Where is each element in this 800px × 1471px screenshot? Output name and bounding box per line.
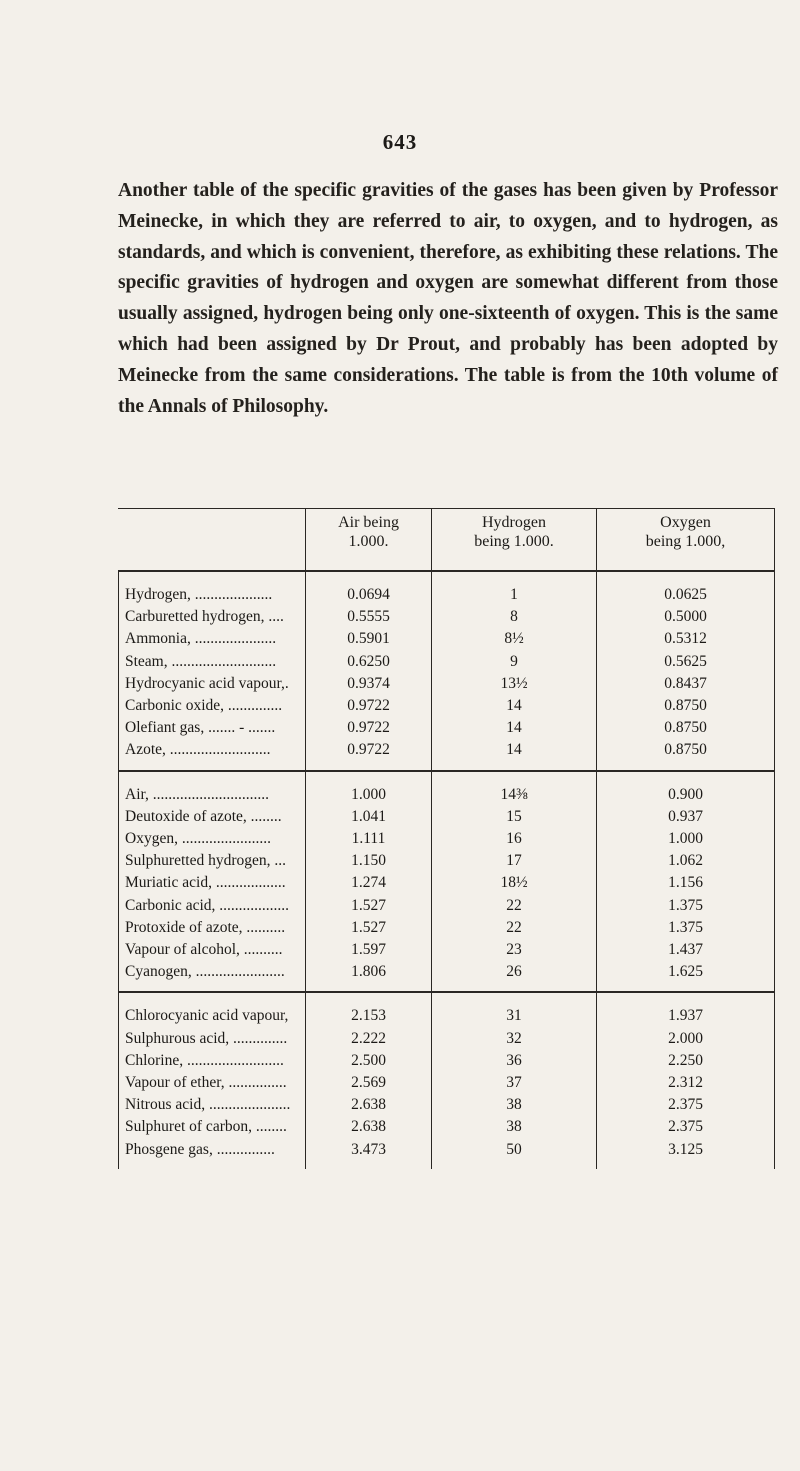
hydrogen-value: 1 (510, 586, 518, 603)
hydrogen-value: 22 (506, 918, 522, 936)
gas-name: Ammonia, ..................... (125, 630, 277, 648)
hydrogen-value: 26 (506, 963, 522, 981)
gas-name: Chlorine, ......................... (125, 1051, 284, 1069)
header-oxygen-line2: being 1.000, (645, 533, 726, 550)
hydrogen-value: 14 (506, 719, 522, 737)
oxygen-value: 1.375 (668, 896, 703, 914)
air-column (305, 991, 431, 1168)
oxygen-value: 0.8750 (664, 719, 707, 737)
oxygen-column (596, 570, 775, 770)
table-group (118, 991, 775, 1168)
gas-name-column (118, 570, 305, 770)
hydrogen-value: 13½ (500, 674, 528, 692)
air-value: 0.9722 (347, 697, 390, 715)
air-value: 2.638 (351, 1096, 386, 1114)
air-column (305, 770, 431, 992)
gas-name: Vapour of ether, ............... (125, 1074, 287, 1092)
gas-name: Muriatic acid, .................. (125, 874, 286, 892)
air-value: 0.0694 (347, 586, 390, 603)
oxygen-value: 1.375 (668, 918, 703, 936)
hydrogen-value: 15 (506, 807, 522, 825)
gas-name: Hydrocyanic acid vapour,. (125, 674, 289, 692)
header-hydrogen (431, 508, 596, 570)
oxygen-value: 2.000 (668, 1029, 703, 1047)
gas-name: Carbonic oxide, .............. (125, 697, 283, 715)
air-value: 1.597 (351, 941, 386, 959)
gas-name: Azote, .......................... (125, 741, 271, 759)
hydrogen-value: 23 (506, 941, 522, 959)
header-air-line1: Air being (338, 514, 399, 531)
oxygen-value: 1.156 (668, 874, 703, 892)
header-hydrogen-line1: Hydrogen (482, 514, 546, 531)
hydrogen-column (431, 570, 596, 770)
table-group (118, 770, 775, 992)
page-number: 643 (382, 130, 418, 154)
hydrogen-value: 8 (510, 608, 518, 626)
hydrogen-value: 8½ (504, 630, 524, 648)
air-value: 0.5901 (347, 630, 390, 648)
oxygen-value: 0.8750 (664, 741, 707, 759)
air-value: 1.527 (351, 918, 386, 936)
oxygen-value: 1.000 (668, 830, 703, 848)
gas-name: Nitrous acid, ..................... (125, 1096, 291, 1114)
air-value: 1.111 (351, 830, 386, 848)
oxygen-value: 0.8750 (664, 697, 707, 715)
gas-name: Phosgene gas, ............... (125, 1140, 275, 1158)
hydrogen-column (431, 991, 596, 1168)
air-value: 2.153 (351, 1007, 386, 1025)
air-value: 1.806 (351, 963, 386, 981)
oxygen-value: 3.125 (668, 1140, 703, 1158)
hydrogen-value: 36 (506, 1051, 522, 1069)
gas-name: Steam, ........................... (125, 652, 277, 670)
oxygen-value: 0.8437 (664, 674, 707, 692)
gas-name: Air, .............................. (125, 785, 270, 803)
air-value: 1.041 (351, 807, 386, 825)
header-air-line2: 1.000. (348, 533, 389, 550)
gas-name: Hydrogen, .................... (125, 586, 273, 603)
header-oxygen (596, 508, 775, 570)
oxygen-value: 0.0625 (664, 586, 707, 603)
air-value: 0.9722 (347, 719, 390, 737)
air-value: 0.6250 (347, 652, 390, 670)
gas-name: Carburetted hydrogen, .... (125, 608, 284, 626)
table-group (118, 570, 775, 770)
hydrogen-value: 38 (506, 1118, 522, 1136)
gas-name-column (118, 991, 305, 1168)
table-body (118, 570, 775, 1169)
oxygen-value: 0.900 (668, 785, 703, 803)
hydrogen-value: 50 (506, 1140, 522, 1158)
hydrogen-value: 14⅜ (500, 785, 528, 803)
hydrogen-value: 14 (506, 697, 522, 715)
oxygen-value: 0.937 (668, 807, 703, 825)
hydrogen-value: 38 (506, 1096, 522, 1114)
oxygen-value: 2.312 (668, 1074, 703, 1092)
oxygen-value: 0.5000 (664, 608, 707, 626)
specific-gravity-table (118, 508, 775, 1169)
intro-text: Another table of the specific gravities of the gases has been given by Professor Meinecke, in which they are referred to air, to oxygen, and to hydrogen, as standards, and which is convenient, therefore, as exhibiting these relations. The specific gravities of hydrogen and oxygen are somewhat different from those usually assigned, hydrogen being only one-sixteenth of oxygen. This is the same which had been assigned by Dr Prout, and probably has been adopted by Meinecke from the same considerations. The table is from the 10th volume of the Annals of Philosophy. (118, 180, 778, 417)
hydrogen-value: 32 (506, 1029, 522, 1047)
oxygen-column (596, 770, 775, 992)
header-blank (118, 508, 305, 570)
hydrogen-value: 37 (506, 1074, 522, 1092)
oxygen-column (596, 991, 775, 1168)
gas-name: Vapour of alcohol, .......... (125, 941, 283, 959)
air-value: 2.500 (351, 1051, 386, 1069)
gas-name: Chlorocyanic acid vapour, (125, 1007, 289, 1025)
oxygen-value: 1.625 (668, 963, 703, 981)
gas-name: Olefiant gas, ....... - ....... (125, 719, 276, 737)
gas-name: Cyanogen, ....................... (125, 963, 285, 981)
table-header (118, 508, 775, 570)
oxygen-value: 2.375 (668, 1118, 703, 1136)
air-value: 2.222 (351, 1029, 386, 1047)
gas-name: Sulphuret of carbon, ........ (125, 1118, 287, 1136)
air-value: 2.638 (351, 1118, 386, 1136)
air-value: 0.9722 (347, 741, 390, 759)
air-value: 3.473 (351, 1140, 386, 1158)
hydrogen-value: 31 (506, 1007, 522, 1025)
gas-name: Deutoxide of azote, ........ (125, 807, 282, 825)
header-air (305, 508, 431, 570)
oxygen-value: 1.437 (668, 941, 703, 959)
oxygen-value: 2.375 (668, 1096, 703, 1114)
oxygen-value: 1.062 (668, 852, 703, 870)
air-value: 1.150 (351, 852, 386, 870)
air-value: 0.9374 (347, 674, 390, 692)
air-column (305, 570, 431, 770)
gas-name: Carbonic acid, .................. (125, 896, 290, 914)
header-hydrogen-line2: being 1.000. (474, 533, 554, 550)
air-value: 0.5555 (347, 608, 390, 626)
oxygen-value: 0.5312 (664, 630, 707, 648)
gas-name: Sulphuretted hydrogen, ... (125, 852, 287, 870)
gas-name: Protoxide of azote, .......... (125, 918, 286, 936)
hydrogen-value: 16 (506, 830, 522, 848)
air-value: 1.527 (351, 896, 386, 914)
intro-paragraph (118, 176, 778, 422)
air-value: 1.274 (351, 874, 386, 892)
air-value: 1.000 (351, 785, 386, 803)
air-value: 2.569 (351, 1074, 386, 1092)
hydrogen-value: 17 (506, 852, 522, 870)
header-oxygen-line1: Oxygen (660, 514, 711, 531)
oxygen-value: 0.5625 (664, 652, 707, 670)
hydrogen-value: 9 (510, 652, 518, 670)
gas-name: Oxygen, ....................... (125, 830, 271, 848)
hydrogen-column (431, 770, 596, 992)
oxygen-value: 1.937 (668, 1007, 703, 1025)
gas-name: Sulphurous acid, .............. (125, 1029, 288, 1047)
oxygen-value: 2.250 (668, 1051, 703, 1069)
hydrogen-value: 14 (506, 741, 522, 759)
hydrogen-value: 18½ (500, 874, 528, 892)
gas-name-column (118, 770, 305, 992)
hydrogen-value: 22 (506, 896, 522, 914)
